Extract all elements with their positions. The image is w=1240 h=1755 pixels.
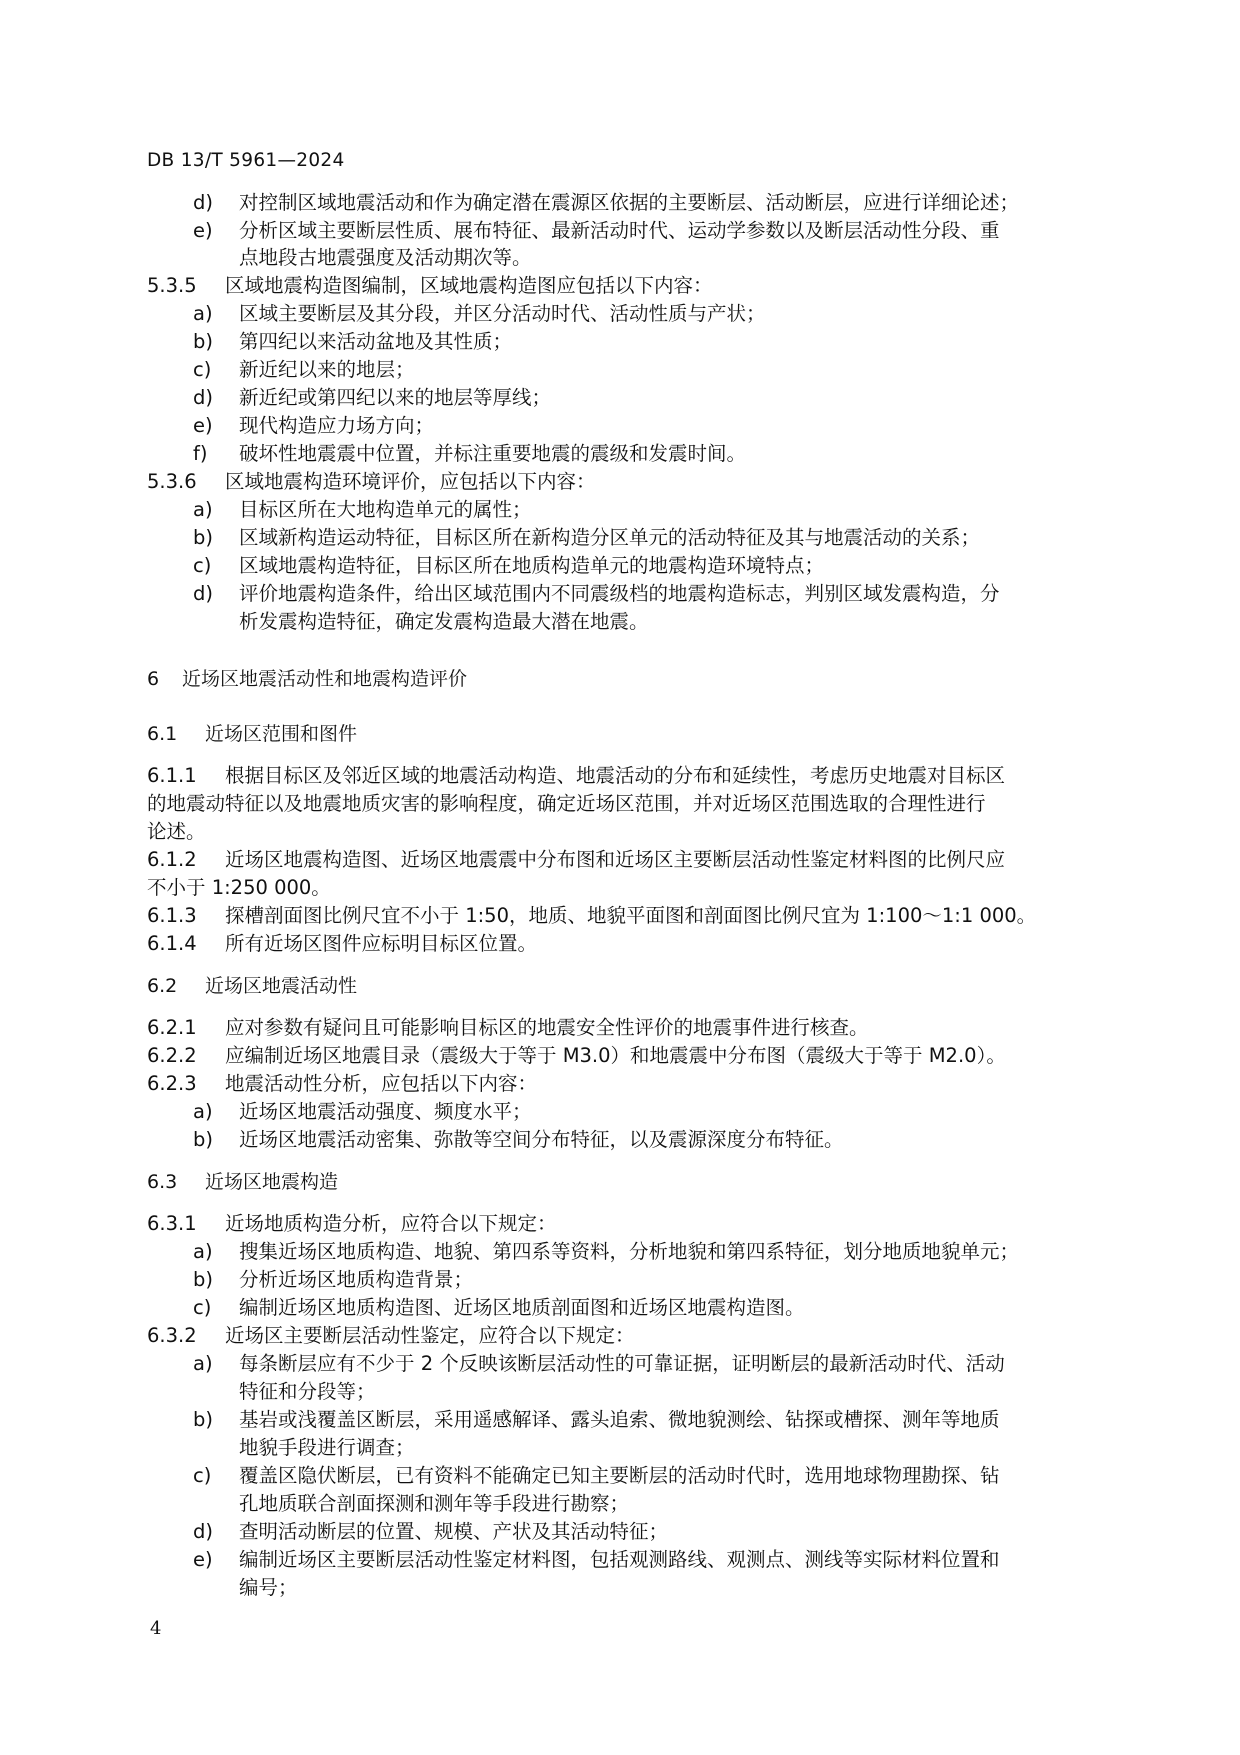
list-item-label: b) (193, 1268, 213, 1291)
list-item-label: b) (193, 1408, 213, 1431)
list-item-label: b) (193, 1128, 213, 1151)
list-item-text: 近场区地震活动密集、弥散等空间分布特征，以及震源深度分布特征。 (239, 1128, 844, 1151)
clause-number: 6.2.1 (147, 1016, 197, 1039)
list-item-label: d) (193, 582, 213, 605)
list-item-label: a) (193, 1100, 213, 1123)
subsection-number: 6.3 (147, 1171, 178, 1193)
list-item-text: 覆盖区隐伏断层，已有资料不能确定已知主要断层的活动时代时，选用地球物理勘探、钻 (239, 1464, 1000, 1487)
clause-number: 5.3.5 (147, 274, 197, 297)
subsection-title: 近场区地震构造 (205, 1171, 339, 1193)
list-item-text: 基岩或浅覆盖区断层，采用遥感解译、露头追索、微地貌测绘、钻探或槽探、测年等地质 (239, 1408, 1000, 1431)
list-item-text: 第四纪以来活动盆地及其性质； (239, 330, 513, 353)
clause-text: 近场地质构造分析，应符合以下规定： (225, 1212, 557, 1235)
list-item-text: 现代构造应力场方向； (239, 414, 435, 437)
list-item-text: 搜集近场区地质构造、地貌、第四系等资料，分析地貌和第四系特征，划分地质地貌单元； (239, 1240, 1020, 1263)
clause-number: 5.3.6 (147, 470, 197, 493)
list-item-label: e) (193, 414, 213, 437)
list-item-label: c) (193, 554, 212, 577)
list-item-text: 近场区地震活动强度、频度水平； (239, 1100, 532, 1123)
list-item-text: 新近纪或第四纪以来的地层等厚线； (239, 386, 552, 409)
clause-number: 6.3.1 (147, 1212, 197, 1235)
list-item-text: 区域新构造运动特征，目标区所在新构造分区单元的活动特征及其与地震活动的关系； (239, 526, 981, 549)
list-item-text: 区域主要断层及其分段，并区分活动时代、活动性质与产状； (239, 302, 766, 325)
clause-number: 6.1.4 (147, 932, 197, 955)
list-item-text-continued: 地貌手段进行调查； (239, 1436, 415, 1459)
list-item-text: 查明活动断层的位置、规模、产状及其活动特征； (239, 1520, 669, 1543)
clause-text: 地震活动性分析，应包括以下内容： (225, 1072, 538, 1095)
clause-text: 近场区地震构造图、近场区地震震中分布图和近场区主要断层活动性鉴定材料图的比例尺应 (225, 848, 1006, 871)
list-item-label: d) (193, 386, 213, 409)
clause-number: 6.2.2 (147, 1044, 197, 1067)
clause-text: 所有近场区图件应标明目标区位置。 (225, 932, 538, 955)
list-item-label: d) (193, 1520, 213, 1543)
list-item-text: 分析近场区地质构造背景； (239, 1268, 474, 1291)
clause-text: 区域地震构造环境评价，应包括以下内容： (225, 470, 596, 493)
list-item-text: 破坏性地震震中位置，并标注重要地震的震级和发震时间。 (239, 442, 747, 465)
list-item-label: d) (193, 191, 213, 214)
list-item-label: f) (193, 442, 208, 465)
list-item-text: 编制近场区地质构造图、近场区地质剖面图和近场区地震构造图。 (239, 1296, 805, 1319)
clause-text: 应编制近场区地震目录（震级大于等于 M3.0）和地震震中分布图（震级大于等于 M2.0）。 (225, 1044, 1006, 1067)
list-item-label: a) (193, 1240, 213, 1263)
clause-text: 探槽剖面图比例尺宜不小于 1:50，地质、地貌平面图和剖面图比例尺宜为 1:100～1:1 000。 (225, 904, 1037, 927)
list-item-text: 对控制区域地震活动和作为确定潜在震源区依据的主要断层、活动断层，应进行详细论述； (239, 191, 1020, 214)
clause-text-continued: 论述。 (147, 820, 206, 843)
clause-number: 6.3.2 (147, 1324, 197, 1347)
list-item-text: 每条断层应有不少于 2 个反映该断层活动性的可靠证据，证明断层的最新活动时代、活动 (239, 1352, 1005, 1375)
list-item-text: 分析区域主要断层性质、展布特征、最新活动时代、运动学参数以及断层活动性分段、重 (239, 219, 1000, 242)
list-item-text-continued: 点地段古地震强度及活动期次等。 (239, 246, 532, 269)
document-code-header: DB 13/T 5961—2024 (147, 150, 345, 171)
list-item-text-continued: 析发震构造特征，确定发震构造最大潜在地震。 (239, 610, 649, 633)
list-item-label: e) (193, 219, 213, 242)
clause-text: 区域地震构造图编制，区域地震构造图应包括以下内容： (225, 274, 713, 297)
clause-text: 应对参数有疑问且可能影响目标区的地震安全性评价的地震事件进行核查。 (225, 1016, 869, 1039)
clause-text: 近场区主要断层活动性鉴定，应符合以下规定： (225, 1324, 635, 1347)
subsection-number: 6.2 (147, 975, 178, 997)
subsection-number: 6.1 (147, 723, 178, 745)
list-item-text: 编制近场区主要断层活动性鉴定材料图，包括观测路线、观测点、测线等实际材料位置和 (239, 1548, 1000, 1571)
subsection-title: 近场区地震活动性 (205, 975, 358, 997)
page-number: 4 (150, 1618, 162, 1639)
list-item-label: b) (193, 526, 213, 549)
clause-number: 6.1.2 (147, 848, 197, 871)
list-item-label: a) (193, 1352, 213, 1375)
clause-number: 6.2.3 (147, 1072, 197, 1095)
list-item-text: 目标区所在大地构造单元的属性； (239, 498, 532, 521)
list-item-label: a) (193, 302, 213, 325)
list-item-text: 评价地震构造条件，给出区域范围内不同震级档的地震构造标志，判别区域发震构造，分 (239, 582, 1000, 605)
list-item-label: c) (193, 358, 212, 381)
clause-text: 根据目标区及邻近区域的地震活动构造、地震活动的分布和延续性，考虑历史地震对目标区 (225, 764, 1006, 787)
clause-text-continued: 不小于 1:250 000。 (147, 876, 331, 899)
list-item-text-continued: 编号； (239, 1576, 298, 1599)
clause-number: 6.1.3 (147, 904, 197, 927)
clause-number: 6.1.1 (147, 764, 197, 787)
list-item-label: c) (193, 1296, 212, 1319)
list-item-label: a) (193, 498, 213, 521)
clause-text-continued: 的地震动特征以及地震地质灾害的影响程度，确定近场区范围，并对近场区范围选取的合理性进行 (147, 792, 986, 815)
section-title: 近场区地震活动性和地震构造评价 (182, 668, 468, 690)
list-item-text-continued: 特征和分段等； (239, 1380, 376, 1403)
section-number: 6 (147, 668, 160, 690)
list-item-label: c) (193, 1464, 212, 1487)
list-item-text: 新近纪以来的地层； (239, 358, 415, 381)
list-item-label: e) (193, 1548, 213, 1571)
list-item-text: 区域地震构造特征，目标区所在地质构造单元的地震构造环境特点； (239, 554, 825, 577)
subsection-title: 近场区范围和图件 (205, 723, 358, 745)
list-item-text-continued: 孔地质联合剖面探测和测年等手段进行勘察； (239, 1492, 630, 1515)
list-item-label: b) (193, 330, 213, 353)
